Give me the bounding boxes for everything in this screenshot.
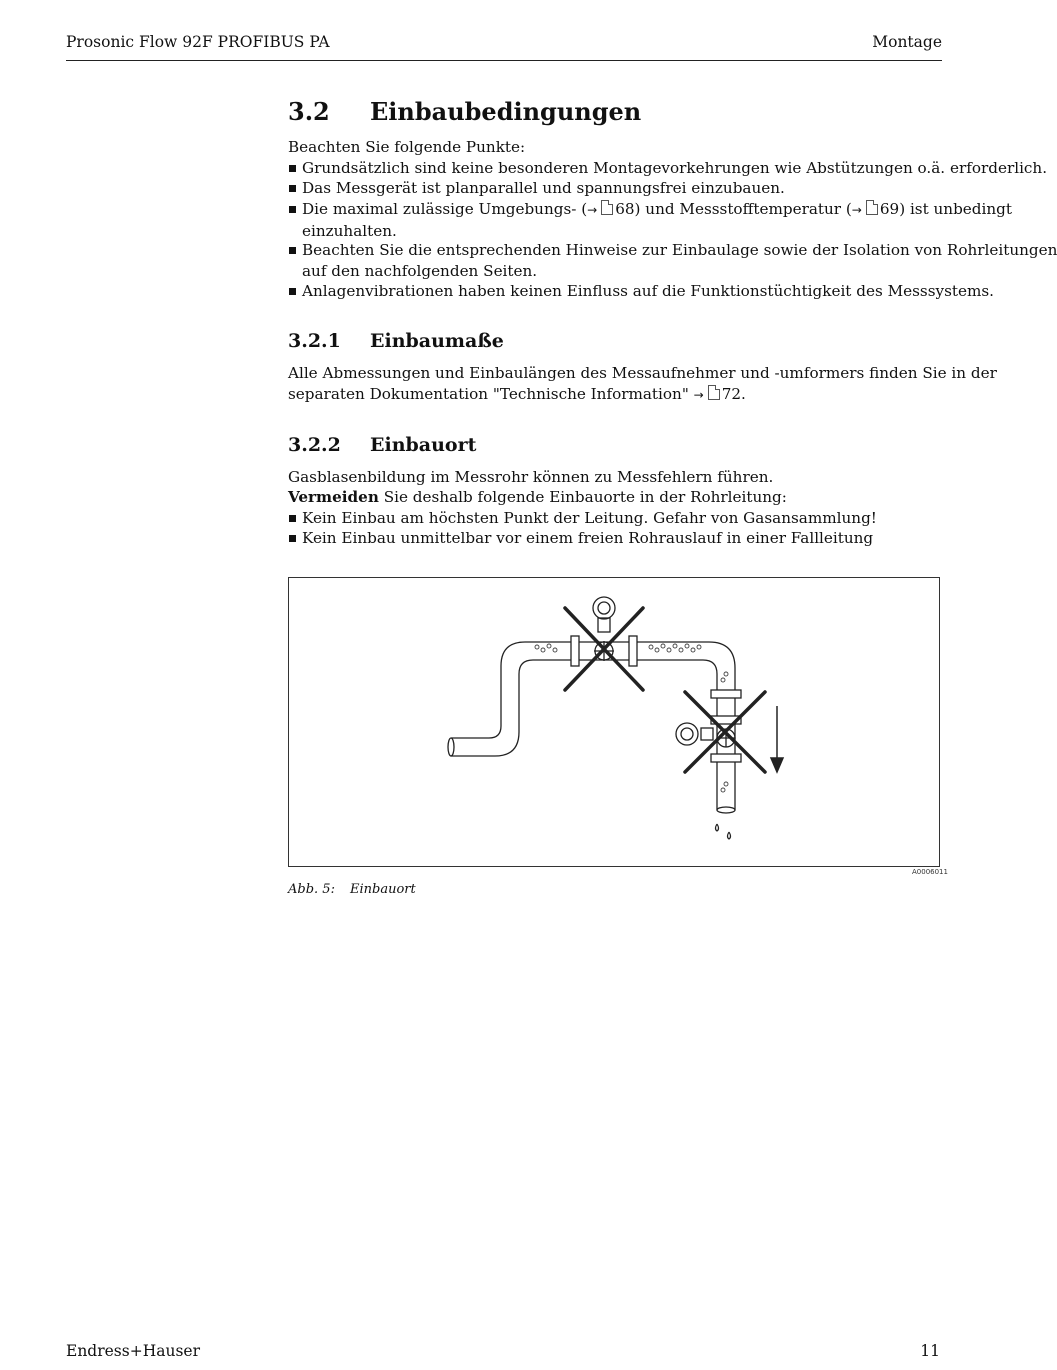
page-ref-icon [708, 385, 720, 400]
section-number: 3.2 [288, 97, 330, 126]
bullet-square [289, 165, 296, 172]
paragraph-line: separaten Dokumentation "Technische Information" → 72. [288, 385, 746, 403]
subsection-number: 3.2.2 [288, 434, 341, 456]
header-rule [66, 60, 942, 61]
list-item: Anlagenvibrationen haben keinen Einfluss auf die Funktionstüchtigkeit des Messsystems. [288, 281, 994, 302]
running-header-title: Prosonic Flow 92F PROFIBUS PA [66, 33, 330, 51]
pipe-outline-outer [451, 642, 571, 738]
pipe-outline-inner [451, 660, 571, 756]
figure-frame [288, 577, 940, 867]
list-item: Das Messgerät ist planparallel und spannungsfrei einzubauen. [288, 178, 785, 199]
emphasis: Vermeiden [288, 488, 379, 506]
page-ref[interactable]: 69 [879, 200, 900, 218]
subsection-title: Einbaumaße [370, 330, 504, 352]
footer-brand: Endress+Hauser [66, 1342, 200, 1360]
list-item: Die maximal zulässige Umgebungs- (→ 68) und Messstofftemperatur (→ 69) ist unbedingt einzuhalten. [288, 199, 1012, 241]
list-item: Beachten Sie die entsprechenden Hinweise zur Einbaulage sowie der Isolation von Rohrleitungen auf den nachfolgenden Seiten. [288, 240, 1057, 281]
arrow-icon: → [587, 203, 598, 217]
page-ref-icon [601, 200, 613, 215]
cross-mark-icon [565, 608, 643, 690]
subsection-heading [288, 330, 504, 352]
arrow-icon: → [851, 203, 862, 217]
section-title: Einbaubedingungen [370, 97, 642, 126]
cross-mark-icon [685, 692, 765, 772]
arrow-icon: → [693, 388, 704, 402]
bullet-square [289, 288, 296, 295]
bullet-square [289, 535, 296, 542]
paragraph-line: Vermeiden Sie deshalb folgende Einbauorte in der Rohrleitung: [288, 488, 787, 506]
figure-id: A0006011 [912, 868, 948, 876]
bullet-square [289, 206, 296, 213]
installation-illustration [289, 578, 939, 866]
page-ref[interactable]: 72 [721, 385, 742, 403]
section-intro: Beachten Sie folgende Punkte: [288, 138, 526, 156]
subsection-number: 3.2.1 [288, 330, 341, 352]
bullet-square [289, 247, 296, 254]
figure-caption-label: Abb. 5: [288, 882, 335, 897]
subsection-heading [288, 434, 476, 456]
list-item: Grundsätzlich sind keine besonderen Montagevorkehrungen wie Abstützungen o.ä. erforderlich. [288, 158, 1047, 179]
list-item: Kein Einbau unmittelbar vor einem freien Rohrauslauf in einer Fallleitung [288, 528, 873, 549]
subsection-title: Einbauort [370, 434, 477, 456]
paragraph-line: Gasblasenbildung im Messrohr können zu Messfehlern führen. [288, 468, 774, 486]
page-ref-icon [866, 200, 878, 215]
running-header-chapter: Montage [872, 33, 942, 51]
list-item: Kein Einbau am höchsten Punkt der Leitung. Gefahr von Gasansammlung! [288, 508, 877, 529]
figure-caption-text: Einbauort [350, 882, 416, 897]
bullet-square [289, 185, 296, 192]
page-ref[interactable]: 68 [615, 200, 635, 218]
section-heading [288, 97, 641, 126]
bullet-square [289, 515, 296, 522]
paragraph-line: Alle Abmessungen und Einbaulängen des Messaufnehmer und -umformers finden Sie in der [288, 364, 997, 382]
page-number: 11 [920, 1342, 940, 1360]
